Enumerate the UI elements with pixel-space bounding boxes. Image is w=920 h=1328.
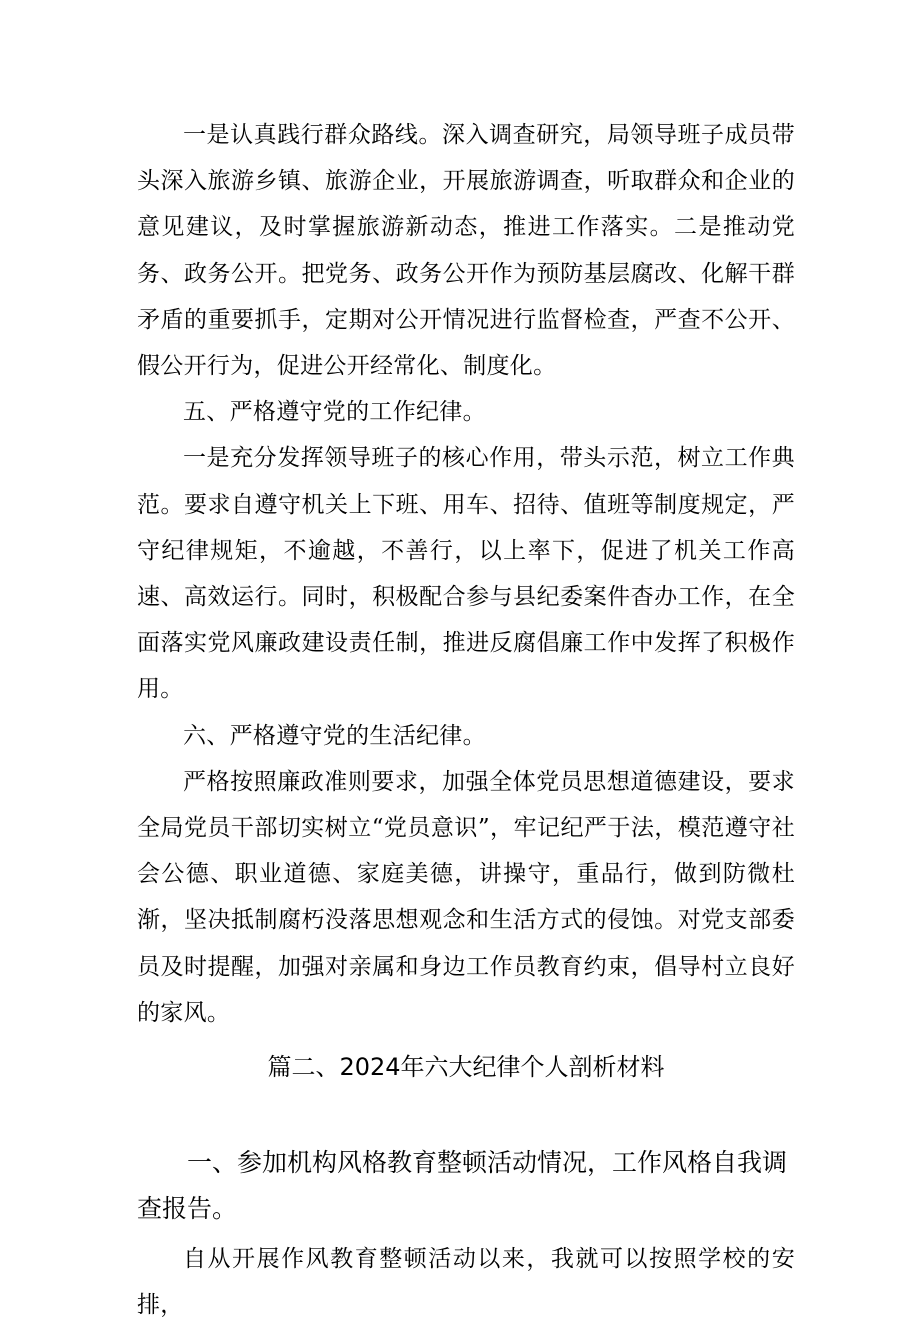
paragraph-leadership-role: 一是充分发挥领导班子的核心作用，带头示范，树立工作典范。要求自遵守机关上下班、用车、招待、值班等制度规定，严守纪律规矩，不逾越，不善行，以上率下，促进了机关工作高速、高效运行。同时，积极配合参与县纪委案件杳办工作，在全面落实党风廉政建设责任制，推进反腐倡廉工作中发挥了积极作用。: [137, 445, 795, 703]
paragraph-mass-line: 一是认真践行群众路线。深入调查研究，局领导班子成员带头深入旅游乡镇、旅游企业，开展旅游调查，听取群众和企业的意见建议，及时掌握旅游新动态，推进工作落实。二是推动党务、政务公开。把党务、政务公开作为预防基层腐改、化解干群矛盾的重要抓手，定期对公开情况进行监督检查，严查不公开、假公开行为，促进公开经常化、制度化。: [137, 122, 795, 380]
paragraph-rectification-start: 自从开展作风教育整顿活动以来，我就可以按照学校的安排，: [137, 1246, 795, 1319]
heading-life-discipline: 六、严格遵守党的生活纪律。: [183, 722, 486, 749]
heading-work-discipline: 五、严格遵守党的工作纪律。: [183, 399, 486, 426]
sub-heading-style-report: 一、参加机构风格教育整顿活动情况，工作风格自我调查报告。: [137, 1148, 788, 1224]
paragraph-integrity-rules: 严格按照廉政准则要求，加强全体党员思想道德建设，要求全局党员干部切实树立“党员意识”，牢记纪严于法，模范遵守社会公德、职业道德、家庭美德，讲操守，重品行，做到防微杜渐，坚决抵制腐朽没落思想观念和生活方式的侵蚀。对党支部委员及时提醒，加强对亲属和身边工作员教育约束，倡导村立良好的家风。: [137, 768, 795, 1026]
document-body: [137, 112, 795, 1328]
section-title: 篇二、2024年六大纪律个人剖析材料: [267, 1053, 665, 1082]
